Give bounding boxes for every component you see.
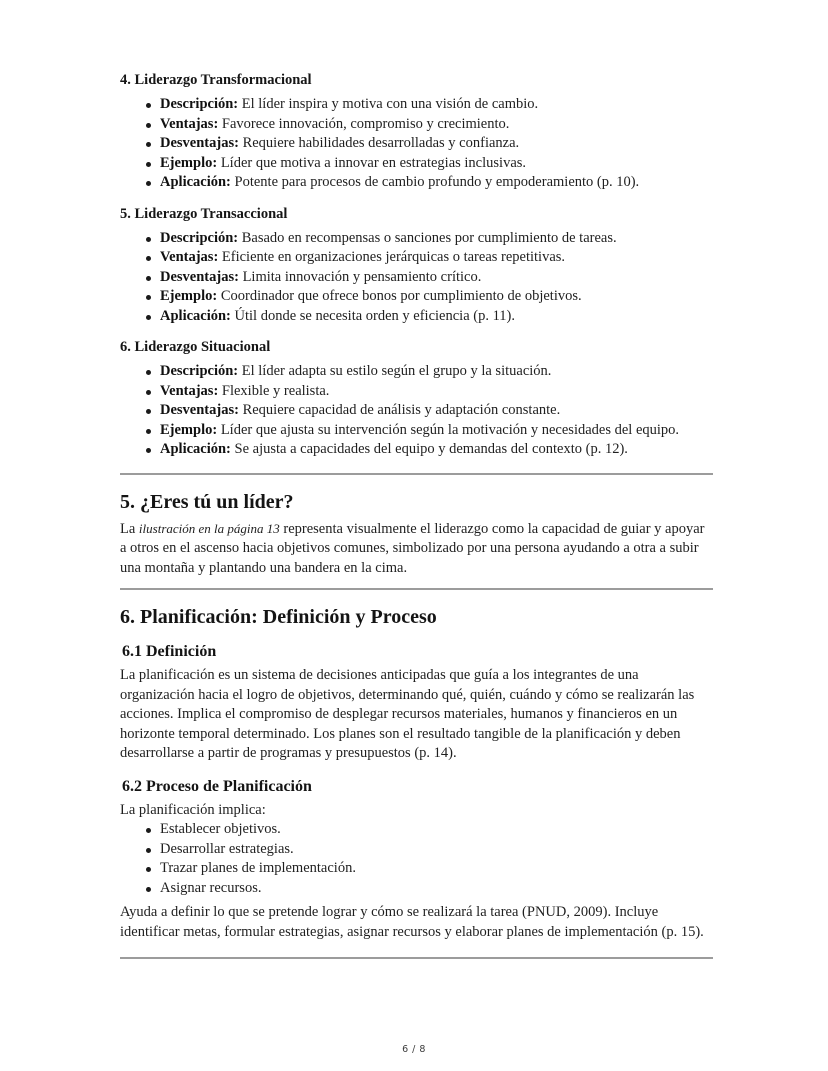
item-value: Se ajusta a capacidades del equipo y demandas del contexto (p. 12). xyxy=(230,441,628,457)
item-label: Ventajas: xyxy=(160,249,219,265)
list-item xyxy=(146,879,713,899)
style-block-title: 6. Liderazgo Situacional xyxy=(120,339,271,355)
bullet-icon xyxy=(146,370,151,375)
list-item-text xyxy=(160,287,582,307)
list-item xyxy=(146,401,713,421)
style-block-title: 4. Liderazgo Transformacional xyxy=(120,72,312,88)
bullet-icon xyxy=(146,256,151,261)
item-label: Ejemplo: xyxy=(160,288,218,304)
section-heading: 6. Planificación: Definición y Proceso xyxy=(120,606,437,628)
list-item-text xyxy=(160,421,679,441)
style-block-title: 5. Liderazgo Transaccional xyxy=(120,205,288,222)
item-value: El líder adapta su estilo según el grupo y la situación. xyxy=(238,363,552,379)
list-item xyxy=(146,382,713,402)
item-label: Ejemplo: xyxy=(160,154,218,171)
item-label: Descripción: xyxy=(160,96,239,112)
horizontal-divider xyxy=(120,473,713,475)
item-label: Desventajas: xyxy=(160,402,239,418)
item-label: Descripción: xyxy=(160,229,239,246)
list-item-text: Establecer objetivos. xyxy=(160,821,281,837)
list-item xyxy=(146,421,713,441)
list-item xyxy=(146,820,713,840)
list-item xyxy=(146,268,713,288)
page-footer xyxy=(0,1044,828,1055)
list-item-text xyxy=(160,401,560,421)
item-value: Basado en recompensas o sanciones por cumplimiento de tareas. xyxy=(238,229,617,246)
bullet-list xyxy=(120,229,713,327)
bullet-icon xyxy=(146,867,151,872)
list-item-text xyxy=(160,307,515,327)
list-item xyxy=(146,134,713,154)
list-item xyxy=(146,287,713,307)
item-value: Potente para procesos de cambio profundo y empoderamiento (p. 10). xyxy=(230,174,640,190)
bullet-icon xyxy=(146,448,151,453)
bullet-icon xyxy=(146,276,151,281)
bullet-icon xyxy=(146,123,151,128)
paragraph-prefix: La xyxy=(120,520,139,537)
item-value: Líder que motiva a innovar en estrategias inclusivas. xyxy=(217,154,527,171)
item-value: Líder que ajusta su intervención según la motivación y necesidades del equipo. xyxy=(217,421,680,438)
proceso-intro: La planificación implica: xyxy=(120,801,266,818)
bullet-icon xyxy=(146,181,151,186)
bullet-icon xyxy=(146,390,151,395)
item-label: Descripción: xyxy=(160,363,239,379)
item-value: Requiere capacidad de análisis y adaptación constante. xyxy=(238,402,561,418)
list-item xyxy=(146,115,713,135)
list-item-text xyxy=(160,268,481,288)
bullet-icon xyxy=(146,162,151,167)
horizontal-divider xyxy=(120,957,713,959)
section-liderazgo-situacional xyxy=(120,339,713,460)
section-eres-tu-un-lider xyxy=(120,490,713,579)
item-value: Requiere habilidades desarrolladas y confianza. xyxy=(238,135,520,151)
list-item-text xyxy=(160,248,565,268)
item-value: Limita innovación y pensamiento crítico. xyxy=(238,268,482,285)
list-item-text: Asignar recursos. xyxy=(160,879,262,896)
item-label: Aplicación: xyxy=(160,441,231,457)
list-item xyxy=(146,362,713,382)
item-value: Favorece innovación, compromiso y crecimiento. xyxy=(218,115,510,132)
bullet-icon xyxy=(146,848,151,853)
subsection-heading-definicion: 6.1 Definición xyxy=(122,643,217,660)
item-label: Desventajas: xyxy=(160,135,239,151)
item-label: Ejemplo: xyxy=(160,421,218,438)
list-item xyxy=(146,154,713,174)
list-item-text xyxy=(160,154,526,174)
item-label: Desventajas: xyxy=(160,268,239,285)
bullet-icon xyxy=(146,237,151,242)
list-item xyxy=(146,859,713,879)
list-item-text xyxy=(160,95,538,115)
item-value: Flexible y realista. xyxy=(218,382,330,399)
section-heading: 5. ¿Eres tú un líder? xyxy=(120,490,294,513)
bullet-icon xyxy=(146,409,151,414)
list-item xyxy=(146,95,713,115)
list-item xyxy=(146,307,713,327)
list-item xyxy=(146,229,713,249)
item-value: Útil donde se necesita orden y eficiencia (p. 11). xyxy=(230,307,516,324)
list-item xyxy=(146,173,713,193)
subsection-heading-proceso: 6.2 Proceso de Planificación xyxy=(122,777,312,795)
bullet-icon xyxy=(146,315,151,320)
list-item-text xyxy=(160,362,551,382)
list-item-text: Desarrollar estrategias. xyxy=(160,840,294,857)
section-planificacion xyxy=(120,605,713,942)
item-value: Coordinador que ofrece bonos por cumplimiento de objetivos. xyxy=(217,288,582,304)
bullet-list xyxy=(120,95,713,193)
paragraph-rest: representa visualmente el liderazgo como la capacidad de guiar y apoyar a otros en el ascenso hacia objetivos comunes, simbolizado por una persona ayudando a otra a subir una montaña y plantando una bandera en la cima. xyxy=(120,520,705,576)
list-item-text xyxy=(160,115,509,135)
bullet-icon xyxy=(146,142,151,147)
page-number: 6 / 8 xyxy=(402,1044,426,1055)
definicion-paragraph: La planificación es un sistema de decisiones anticipadas que guía a los integrantes de una organización hacia el logro de objetivos, determinando qué, quién, cuándo y cómo se realizarán las acciones. Implica el compromiso de desplegar recursos materiales, humanos y financieros en un horizonte temporal determinado. Los planes son el resultado tangible de la planificación y deben desarrollarse a partir de programas y presupuestos (p. 14). xyxy=(120,667,695,761)
item-label: Aplicación: xyxy=(160,307,231,324)
list-item-text xyxy=(160,440,628,460)
list-item xyxy=(146,840,713,860)
list-item-text xyxy=(160,229,617,249)
bullet-icon xyxy=(146,828,151,833)
item-value: El líder inspira y motiva con una visión de cambio. xyxy=(238,96,539,112)
list-item-text: Trazar planes de implementación. xyxy=(160,860,356,876)
item-label: Aplicación: xyxy=(160,174,231,190)
bullet-icon xyxy=(146,295,151,300)
list-item-text xyxy=(160,173,639,193)
inline-reference-italic: ilustración en la página 13 xyxy=(138,520,280,536)
item-value: Eficiente en organizaciones jerárquicas o tareas repetitivas. xyxy=(218,249,566,265)
section-paragraph xyxy=(120,519,713,579)
item-label: Ventajas: xyxy=(160,382,219,399)
bullet-icon xyxy=(146,429,151,434)
list-item-text xyxy=(160,382,329,402)
list-item xyxy=(146,248,713,268)
horizontal-divider xyxy=(120,588,713,590)
list-item xyxy=(146,440,713,460)
item-label: Ventajas: xyxy=(160,115,219,132)
bullet-icon xyxy=(146,887,151,892)
list-item-text xyxy=(160,134,519,154)
proceso-summary-paragraph: Ayuda a definir lo que se pretende lograr y cómo se realizará la tarea (PNUD, 2009). Incluye identificar metas, formular estrategias, asignar recursos y elaborar planes de implementación (p. 15). xyxy=(120,904,704,940)
section-liderazgo-transformacional xyxy=(120,72,713,193)
proceso-bullet-list xyxy=(120,820,713,898)
bullet-list xyxy=(120,362,713,460)
bullet-icon xyxy=(146,103,151,108)
section-liderazgo-transaccional xyxy=(120,206,713,327)
